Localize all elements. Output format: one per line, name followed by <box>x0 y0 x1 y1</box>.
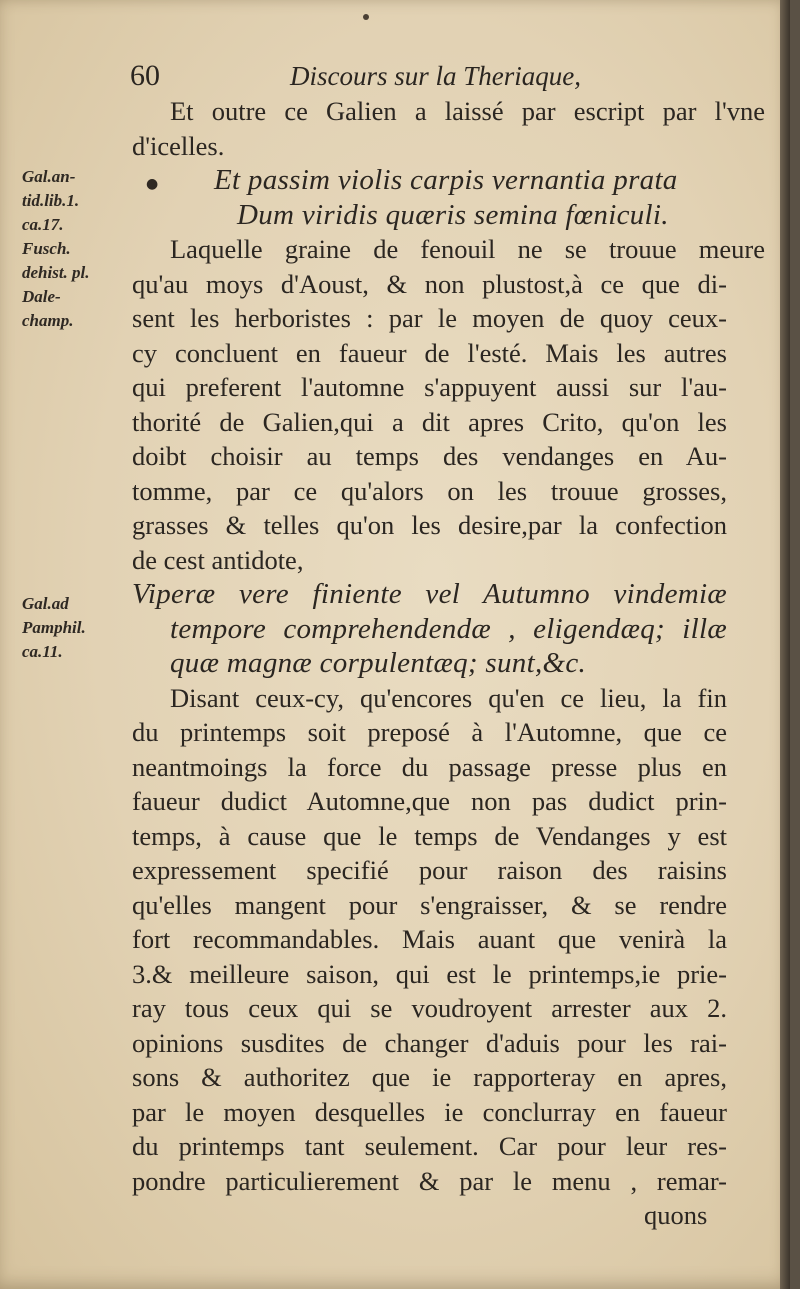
margin-note-line: tid.lib.1. <box>22 191 80 210</box>
body-line: Disant ceux-cy, qu'encores qu'en ce lieu, la fin <box>170 682 727 713</box>
margin-note-galen-fuchs <box>22 165 122 333</box>
page-edge-shadow <box>780 0 790 1289</box>
margin-note-line: champ. <box>22 311 74 330</box>
ink-spot <box>363 14 369 20</box>
latin-verse-line: Et passim violis carpis vernantia prata <box>214 164 678 196</box>
latin-verse-line: Dum viridis quæris semina fœniculi. <box>237 198 669 231</box>
margin-note-line: Fusch. <box>22 239 71 258</box>
body-line: sons & authoritez que ie rapporteray en apres, <box>132 1062 727 1092</box>
body-line: qui preferent l'automne s'appuyent aussi sur l'au- <box>132 372 727 402</box>
body-line: temps, à cause que le temps de Vendanges y est <box>132 820 727 851</box>
body-line: doibt choisir au temps des vendanges en Au- <box>132 441 727 471</box>
body-line: qu'elles mangent pour s'engraisser, & se rendre <box>132 889 727 920</box>
page-number: 60 <box>130 59 160 92</box>
margin-note-line: Gal.an- <box>22 167 76 186</box>
body-line: du printemps tant seulement. Car pour leur res- <box>132 1131 727 1161</box>
latin-quote-line: tempore comprehendendæ , eligendæq; illæ <box>170 612 727 645</box>
body-line: ray tous ceux qui se voudroyent arrester aux 2. <box>132 993 727 1023</box>
body-line: faueur dudict Automne,que non pas dudict prin- <box>132 786 727 816</box>
catchword: quons <box>644 1200 708 1230</box>
margin-note-line: dehist. pl. <box>22 263 90 282</box>
body-line: 3.& meilleure saison, qui est le printemps,ie prie- <box>132 958 727 989</box>
latin-quote-line: Viperæ vere finiente vel Autumno vindemiæ <box>132 578 727 610</box>
body-line: neantmoings la force du passage presse plus en <box>132 751 727 782</box>
body-line: de cest antidote, <box>132 544 304 575</box>
body-line: tomme, par ce qu'alors on les trouue grosses, <box>132 475 727 506</box>
body-line: d'icelles. <box>132 130 225 161</box>
body-line: fort recommandables. Mais auant que venirà la <box>132 924 727 954</box>
body-text <box>132 94 765 1233</box>
margin-note-line: ca.11. <box>22 642 63 661</box>
body-line: cy concluent en faueur de l'esté. Mais les autres <box>132 337 727 368</box>
body-line: Laquelle graine de fenouil ne se trouue meure <box>170 234 765 264</box>
body-line: sent les herboristes : par le moyen de quoy ceux- <box>132 303 727 333</box>
latin-quote-line: quæ magnæ corpulentæq; sunt,&c. <box>170 647 587 679</box>
body-line: grasses & telles qu'on les desire,par la confection <box>132 510 727 540</box>
body-line: du printemps soit preposé à l'Automne, que ce <box>132 717 727 747</box>
margin-note-galen-pamphil <box>22 592 122 664</box>
body-line: opinions susdites de changer d'aduis pour les rai- <box>132 1027 727 1058</box>
body-line: expressement specifié pour raison des raisins <box>132 855 727 885</box>
verse-bullet-icon: ● <box>146 176 159 192</box>
body-line: pondre particulierement & par le menu , remar- <box>132 1165 727 1196</box>
body-line: par le moyen desquelles ie conclurray en faueur <box>132 1096 727 1127</box>
running-title: Discours sur la Theriaque, <box>290 61 582 91</box>
margin-note-line: Dale- <box>22 287 61 306</box>
body-line: Et outre ce Galien a laissé par escript par l'vne <box>170 96 765 126</box>
body-line: qu'au moys d'Aoust, & non plustost,à ce que di- <box>132 268 727 299</box>
margin-note-line: Pamphil. <box>22 618 86 637</box>
margin-note-line: ca.17. <box>22 215 64 234</box>
running-head <box>130 58 730 94</box>
margin-note-line: Gal.ad <box>22 594 69 613</box>
body-line: thorité de Galien,qui a dit apres Crito, qu'on les <box>132 406 727 437</box>
